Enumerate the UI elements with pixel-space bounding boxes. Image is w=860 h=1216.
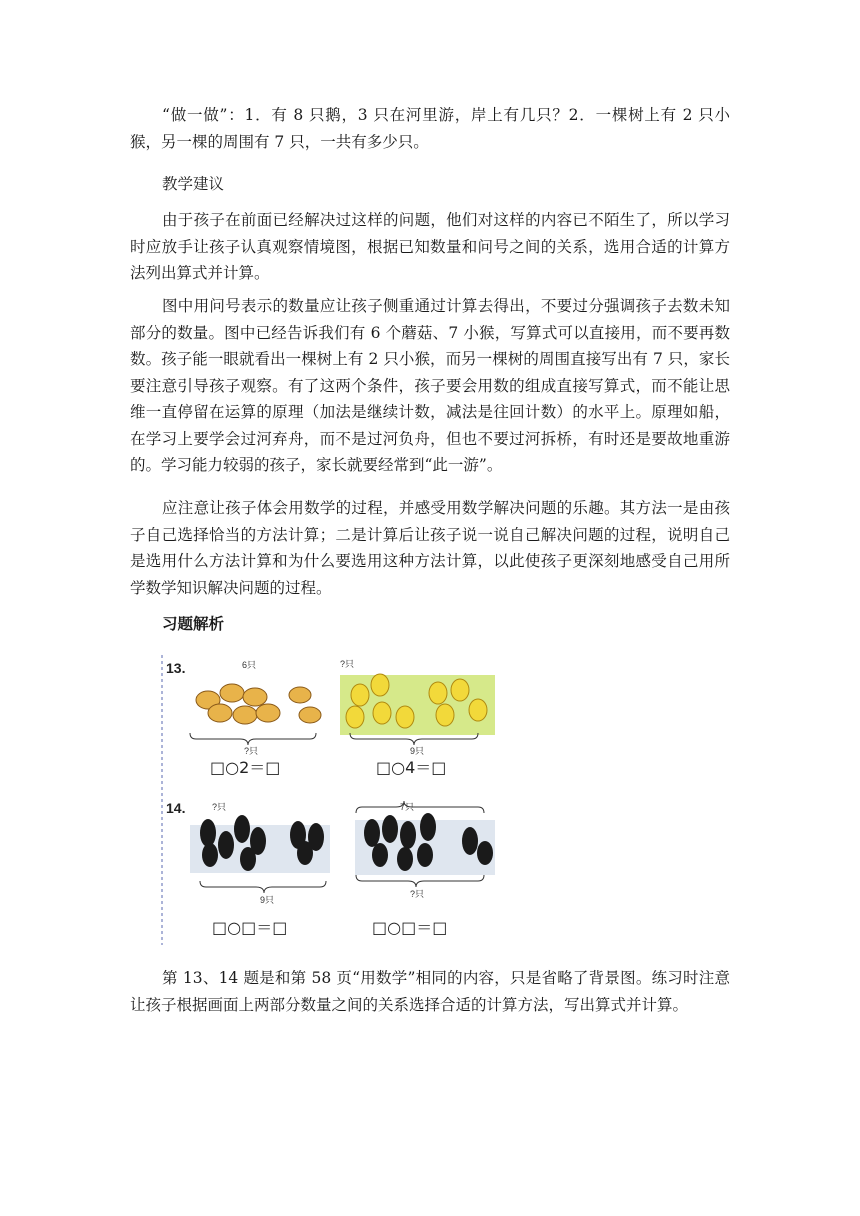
q14-right-equation: □○□＝□ — [372, 918, 448, 937]
q13-left-bottom-count: ?只 — [244, 746, 259, 756]
q14-right-top-count: 7只 — [400, 802, 415, 812]
q14-left-bottom-count: 9只 — [260, 895, 275, 905]
paragraph-do-it: “做一做”：1．有 8 只鹅，3 只在河里游，岸上有几只？2．一棵树上有 2 只小猴，另一棵的周围有 7 只，一共有多少只。 — [130, 106, 730, 151]
q13-left-equation: □○2＝□ — [210, 758, 281, 777]
paragraph-exercise-notes: 第 13、14 题是和第 58 页“用数学”相同的内容，只是省略了背景图。练习时注意让孩子根据画面上两部分数量之间的关系选择合适的计算方法，写出算式并计算。 — [130, 969, 730, 1014]
q13-left-top-count: 6只 — [242, 660, 257, 670]
q14-left-top-count: ?只 — [212, 802, 227, 812]
paragraph-teaching-3: 应注意让孩子体会用数学的过程，并感受用数学解决问题的乐趣。其方法一是由孩子自己选择恰当的方法计算；二是计算后让孩子说一说自己解决问题的过程，说明自己是选用什么方法计算和为什么要选用这种方法计算，以此使孩子更深刻地感受自己用所学数学知识解决问题的过程。 — [130, 499, 730, 597]
exercise-illustration — [160, 655, 500, 945]
q13-label: 13. — [166, 660, 186, 676]
q13-right-bottom-count: 9只 — [410, 746, 425, 756]
q14-left-equation: □○□＝□ — [212, 918, 288, 937]
paragraph-teaching-1: 由于孩子在前面已经解决过这样的问题，他们对这样的内容已不陌生了，所以学习时应放手让孩子认真观察情境图，根据已知数量和问号之间的关系，选用合适的计算方法列出算式并计算。 — [130, 211, 730, 282]
q13-right-top-count: ?只 — [340, 659, 355, 669]
heading-exercise-analysis: 习题解析 — [162, 615, 225, 633]
q14-right-bottom-count: ?只 — [410, 889, 425, 899]
paragraph-teaching-2: 图中用问号表示的数量应让孩子侧重通过计算去得出，不要过分强调孩子去数未知部分的数量。图中已经告诉我们有 6 个蘑菇、7 小猴，写算式可以直接用，而不要再数数。孩子能一眼就看出一棵树上有 2 只小猴，而另一棵树的周围直接写出有 7 只，家长要注意引导孩子观察。有了这两个条件，孩子要会用数的组成直接写算式，而不能让思维一直停留在运算的原理（加法是继续计数，减法是往回计数）的水平上。原理如船，在学习上要学会过河弃舟，而不是过河负舟，但也不要过河拆桥，有时还是要故地重游的。学习能力较弱的孩子，家长就要经常到“此一游”。 — [130, 297, 730, 474]
q14-label: 14. — [166, 800, 186, 816]
heading-teaching-suggestions: 教学建议 — [162, 175, 225, 193]
snails-group — [196, 684, 321, 724]
q13-right-equation: □○4＝□ — [376, 758, 447, 777]
